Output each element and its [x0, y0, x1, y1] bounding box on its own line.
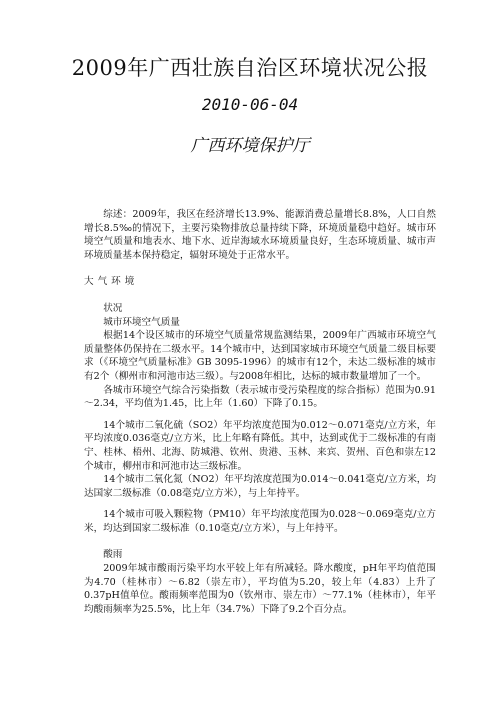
section-heading: 大气环境 [84, 276, 139, 288]
issuing-agency: 广西环境保护厅 [190, 136, 310, 156]
publish-date: 2010-06-04 [201, 95, 299, 114]
acid-rain-label: 酸雨 [103, 549, 123, 561]
summary-paragraph: 综述：2009年，我区在经济增长13.9%、能源消费总量增长8.8%，人口自然增长8.5‰的情况下，主要污染物排放总量持续下降，环境质量稳中趋好。城市环境空气质量和地表水、地下水、近岸海域水环境质量良好，生态环境质量、城市声环境质量基本保持稳定，辐射环境处于正常水平。 [84, 209, 436, 261]
document-title: 2009年广西壮族自治区环境状况公报 [71, 56, 429, 80]
air-quality-label: 城市环境空气质量 [103, 316, 180, 328]
pm10-paragraph: 14个城市可吸入颗粒物（PM10）年平均浓度范围为0.028～0.069毫克/立方米，均达到国家二级标准（0.10毫克/立方米），与上年持平。 [84, 509, 436, 534]
air-quality-paragraph: 根据14个设区城市的环境空气质量常规监测结果，2009年广西城市环境空气质量整体仍保持在二级水平。14个城市中，达到国家城市环境空气质量二级目标要求（《环境空气质量标准》GB 3095-1996）的城市有12个，未达二级标准的城市有2个（柳州市和河池市达三级）。与2008年相比，达标的城市数量增加了一个。 [84, 330, 436, 382]
acid-rain-paragraph: 2009年城市酸雨污染平均水平较上年有所减轻。降水酸度，pH年平均值范围为4.70（桂林市）～6.82（崇左市），平均值为5.20，较上年（4.83）上升了0.37pH值单位。酸雨频率范围为0（钦州市、崇左市）～77.1%（桂林市），年平均酸雨频率为25.5%，比上年（34.7%）下降了9.2个百分点。 [84, 563, 436, 615]
pollution-index-paragraph: 各城市环境空气综合污染指数（表示城市受污染程度的综合指标）范围为0.91～2.34，平均值为1.45，比上年（1.60）下降了0.15。 [84, 384, 436, 410]
document-body [84, 208, 436, 616]
so2-paragraph: 14个城市二氧化硫（SO2）年平均浓度范围为0.012～0.071毫克/立方米，年平均浓度0.036毫克/立方米，比上年略有降低。其中，达到或优于二级标准的有南宁、桂林、梧州、北海、防城港、钦州、贵港、玉林、来宾、贺州、百色和崇左12个城市，柳州市和河池市达三级标准。 [84, 419, 436, 472]
no2-paragraph: 14个城市二氧化氮（NO2）年平均浓度范围为0.014～0.041毫克/立方米，均达国家二级标准（0.08毫克/立方米），与上年持平。 [84, 474, 436, 499]
status-label: 状况 [103, 302, 123, 314]
